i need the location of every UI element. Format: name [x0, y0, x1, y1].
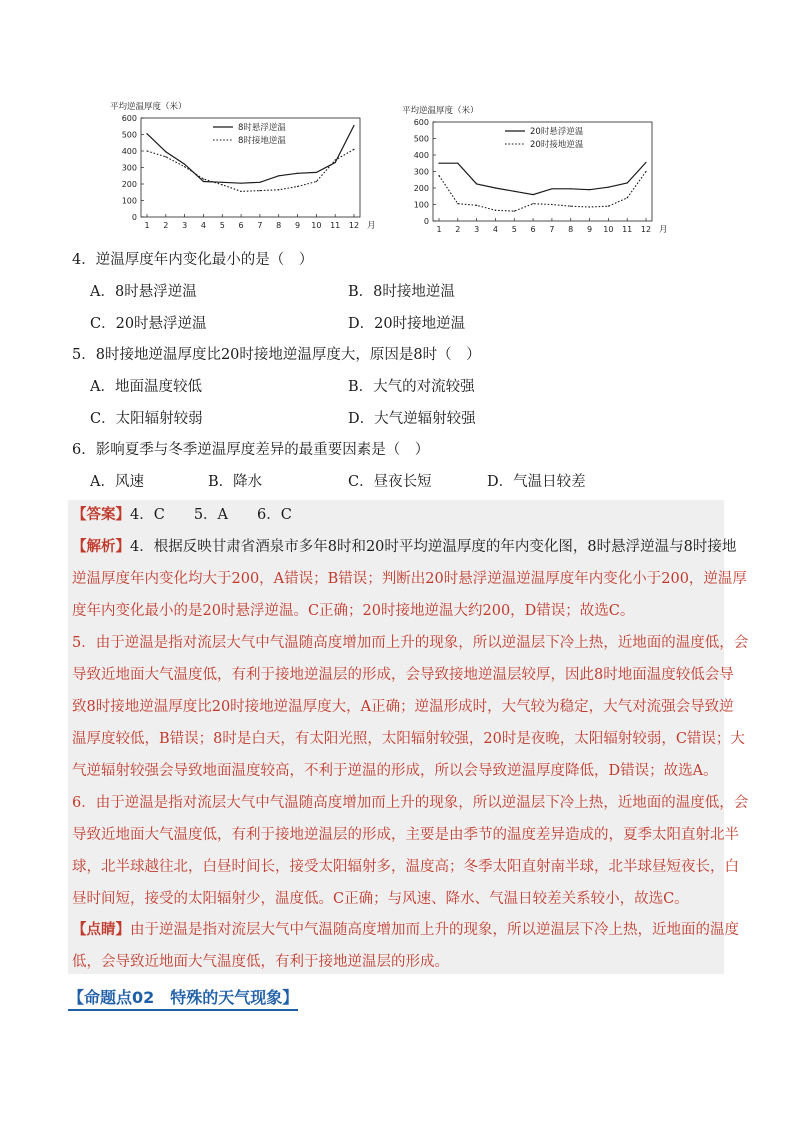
y-tick-label: 400 [121, 147, 137, 156]
legend-label-1: 20时悬浮逆温 [530, 127, 584, 137]
q6-stem: 6．影响夏季与冬季逆温厚度差异的最重要因素是（ ） [72, 442, 430, 458]
data-point [222, 182, 223, 183]
y-tick-label: 100 [121, 196, 137, 206]
q4-stem: 4．逆温厚度年内变化最小的是（ ） [72, 252, 314, 268]
answer-text: 4．C 5．A 6．C [130, 507, 292, 523]
chart-20h-svg [400, 104, 682, 239]
x-tick-label: 2 [455, 225, 461, 234]
chart-8h-svg [108, 100, 390, 235]
y-tick-label: 100 [413, 200, 429, 210]
analysis-line-7: 温厚度较低，B错误；8时是白天，有太阳光照，太阳辐射较强，20时是夜晚，太阳辐射较弱，C错误；大 [72, 731, 745, 747]
x-tick-label: 8 [276, 221, 282, 230]
analysis-line-12: 昼时间短，接受的太阳辐射少，温度低。C正确；与风速、降水、气温日较差关系较小，故选C。 [72, 891, 689, 907]
data-point [457, 163, 458, 164]
note-line-2: 低，会导致近地面大气温度低，有利于接地逆温层的形成。 [72, 954, 449, 970]
y-axis-label: 平均逆温厚度（米） [402, 106, 479, 116]
data-point [353, 149, 354, 150]
data-point [240, 183, 241, 184]
data-point [570, 206, 571, 207]
data-point [589, 206, 590, 207]
analysis-line-1 [72, 537, 737, 557]
q5-option-d[interactable]: D．大气逆辐射较强 [348, 411, 476, 427]
x-tick-label: 6 [238, 221, 244, 230]
y-tick-label: 400 [413, 151, 429, 160]
data-point [551, 188, 552, 189]
x-tick-label: 4 [200, 221, 207, 230]
data-point [146, 133, 147, 134]
y-tick-label: 200 [413, 184, 429, 193]
data-point [184, 164, 185, 165]
data-point [495, 210, 496, 211]
x-tick-label: 12 [348, 221, 360, 230]
data-point [438, 175, 439, 176]
x-tick-label: 10 [311, 221, 322, 230]
data-point [335, 162, 336, 163]
x-tick-label: 10 [603, 225, 614, 234]
chart-20h [400, 104, 682, 239]
data-point [165, 156, 166, 157]
q6-option-b[interactable]: B．降水 [208, 474, 263, 490]
data-point [259, 190, 260, 191]
data-point [259, 182, 260, 183]
series-line-2 [147, 149, 354, 191]
x-axis-label: 月 [367, 221, 376, 231]
y-tick-label: 0 [423, 217, 429, 226]
x-tick-label: 9 [294, 221, 301, 230]
data-point [457, 203, 458, 204]
data-point [297, 173, 298, 174]
data-point [532, 194, 533, 195]
y-tick-label: 500 [121, 130, 137, 140]
legend-label-2: 8时接地逆温 [238, 136, 286, 146]
x-tick-label: 9 [586, 225, 593, 234]
q4-option-c[interactable]: C．20时悬浮逆温 [90, 316, 207, 332]
legend-label-2: 20时接地逆温 [530, 140, 584, 150]
analysis-line-4: 5．由于逆温是指对流层大气中气温随高度增加而上升的现象，所以逆温层下冷上热，近地面的温度低，会 [72, 635, 749, 651]
note-text-1: 由于逆温是指对流层大气中气温随高度增加而上升的现象，所以逆温层下冷上热，近地面的温度 [130, 922, 739, 938]
analysis-line-9: 6．由于逆温是指对流层大气中气温随高度增加而上升的现象，所以逆温层下冷上热，近地面的温度低，会 [72, 795, 749, 811]
data-point [146, 150, 147, 151]
data-point [589, 189, 590, 190]
x-tick-label: 5 [511, 225, 517, 234]
analysis-line-2: 逆温厚度年内变化均大于200，A错误；B错误；判断出20时悬浮逆温逆温厚度年内变化小于200，逆温厚 [72, 571, 747, 587]
data-point [608, 206, 609, 207]
x-tick-label: 3 [182, 221, 188, 230]
analysis-line-6: 致8时接地逆温厚度比20时接地逆温厚度大，A正确；逆温形成时，大气较为稳定，大气对流强会导致逆 [72, 699, 734, 715]
q5-option-a[interactable]: A．地面温度较低 [90, 379, 202, 395]
analysis-line-5: 导致近地面大气温度低，有利于接地逆温层的形成，会导致接地逆温层较厚，因此8时地面温度较低会导 [72, 667, 734, 683]
y-tick-label: 300 [413, 167, 429, 177]
analysis-tag: 【解析】 [72, 538, 130, 555]
data-point [297, 186, 298, 187]
x-tick-label: 1 [144, 221, 150, 230]
data-point [203, 181, 204, 182]
y-tick-label: 600 [413, 118, 429, 127]
section-heading: 【命题点02 特殊的天气现象】 [68, 985, 298, 1011]
x-tick-label: 12 [640, 225, 652, 234]
x-tick-label: 7 [257, 221, 263, 230]
note-line-1 [72, 920, 739, 940]
answer-tag: 【答案】 [72, 506, 130, 523]
data-point [627, 197, 628, 198]
y-tick-label: 0 [131, 213, 137, 222]
data-point [316, 181, 317, 182]
x-tick-label: 2 [163, 221, 169, 230]
x-tick-label: 1 [436, 225, 442, 234]
x-tick-label: 11 [330, 221, 341, 230]
chart-8h [108, 100, 390, 235]
answer-line [72, 505, 722, 525]
data-point [203, 178, 204, 179]
y-tick-label: 600 [121, 114, 137, 123]
y-tick-label: 200 [121, 180, 137, 189]
series-line-1 [439, 162, 646, 194]
x-tick-label: 5 [219, 221, 225, 230]
data-point [222, 184, 223, 185]
analysis-line-8: 气逆辐射较强会导致地面温度较高，不利于逆温的形成，所以会导致逆温厚度降低，D错误；故选A。 [72, 763, 718, 779]
data-point [278, 189, 279, 190]
series-line-1 [147, 125, 354, 183]
q5-option-c[interactable]: C．太阳辐射较弱 [90, 411, 203, 427]
y-tick-label: 300 [121, 163, 137, 173]
analysis-text-1: 4．根据反映甘肃省酒泉市多年8时和20时平均逆温厚度的年内变化图，8时悬浮逆温与8时接地 [130, 539, 737, 555]
x-tick-label: 7 [549, 225, 555, 234]
y-tick-label: 500 [413, 134, 429, 144]
data-point [551, 204, 552, 205]
data-point [645, 162, 646, 163]
data-point [532, 203, 533, 204]
data-point [316, 172, 317, 173]
data-point [514, 211, 515, 212]
data-point [184, 166, 185, 167]
x-tick-label: 3 [474, 225, 480, 234]
q4-option-a[interactable]: A．8时悬浮逆温 [90, 284, 197, 300]
data-point [627, 182, 628, 183]
data-point [514, 191, 515, 192]
x-axis-label: 月 [659, 225, 668, 235]
analysis-line-10: 导致近地面大气温度低，有利于接地逆温层的形成，主要是由季节的温度差异造成的，夏季太阳直射北半 [72, 827, 739, 843]
legend-label-1: 8时悬浮逆温 [238, 123, 286, 133]
q4-option-b[interactable]: B．8时接地逆温 [348, 284, 455, 300]
data-point [645, 171, 646, 172]
data-point [353, 125, 354, 126]
y-axis-label: 平均逆温厚度（米） [110, 102, 187, 112]
q6-option-c[interactable]: C．昼夜长短 [348, 474, 432, 490]
data-point [165, 151, 166, 152]
data-point [608, 187, 609, 188]
x-tick-label: 4 [492, 225, 499, 234]
analysis-line-3: 度年内变化最小的是20时悬浮逆温。C正确；20时接地逆温大约200，D错误；故选C。 [72, 603, 635, 619]
analysis-line-11: 球，北半球越往北，白昼时间长，接受太阳辐射多，温度高；冬季太阳直射南半球，北半球昼短夜长，白 [72, 859, 739, 875]
q5-stem: 5．8时接地逆温厚度比20时接地逆温厚度大，原因是8时（ ） [72, 347, 481, 363]
q4-option-d[interactable]: D．20时接地逆温 [348, 316, 466, 332]
x-tick-label: 6 [530, 225, 536, 234]
note-tag: 【点睛】 [72, 921, 130, 938]
data-point [495, 187, 496, 188]
data-point [278, 175, 279, 176]
data-point [476, 183, 477, 184]
q5-option-b[interactable]: B．大气的对流较强 [348, 379, 475, 395]
q6-option-d[interactable]: D．气温日较差 [487, 474, 586, 490]
data-point [240, 191, 241, 192]
q6-option-a[interactable]: A．风速 [90, 474, 144, 490]
data-point [438, 163, 439, 164]
data-point [335, 159, 336, 160]
x-tick-label: 8 [568, 225, 574, 234]
data-point [476, 205, 477, 206]
x-tick-label: 11 [622, 225, 633, 234]
data-point [570, 188, 571, 189]
